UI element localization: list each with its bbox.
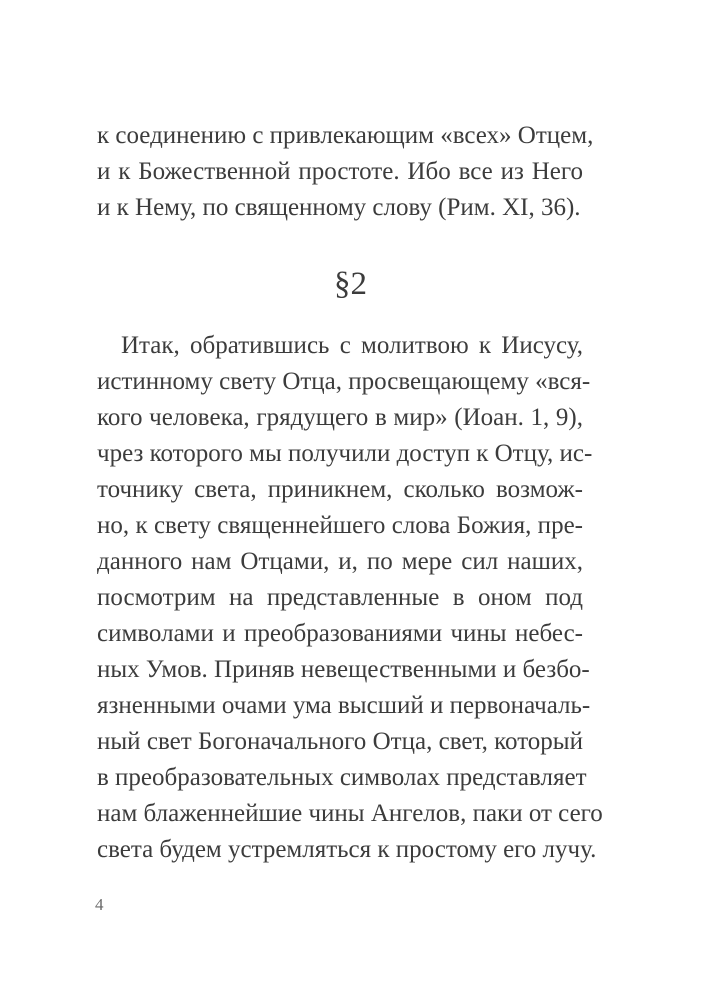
text-line: точнику света, приникнем, сколько возмож- (97, 476, 583, 503)
section-heading: §2 (334, 266, 367, 302)
text-line: посмотрим на представленные в оном под (97, 584, 583, 611)
text-line: света будем устремляться к простому его лучу. (97, 836, 597, 863)
text-line: и к Божественной простоте. Ибо все из Него (97, 158, 583, 185)
text-line: данного нам Отцами, и, по мере сил наших, (97, 548, 583, 575)
text-line: и к Нему, по священному слову (Рим. XI, 36). (97, 194, 581, 221)
text-line: символами и преобразованиями чины небес- (97, 620, 583, 647)
text-line: истинному свету Отца, просвещающему «вся- (97, 368, 591, 395)
text-line: язненными очами ума высший и первоначаль- (97, 692, 591, 719)
text-line: чрез которого мы получили доступ к Отцу, ис- (97, 440, 593, 467)
text-line: кого человека, грядущего в мир» (Иоан. 1, 9), (97, 404, 583, 431)
text-line: но, к свету священнейшего слова Божия, пре- (97, 512, 583, 539)
text-line: нам блаженнейшие чины Ангелов, паки от сего (97, 800, 603, 827)
text-line: ный свет Богоначального Отца, свет, который (97, 728, 583, 755)
text-line: ных Умов. Приняв невещественными и безбо- (97, 656, 590, 683)
page-number: 4 (95, 895, 104, 914)
text-line: к соединению с привлекающим «всех» Отцем, (97, 122, 594, 149)
text-line: Итак, обратившись с молитвою к Иисусу, (121, 332, 583, 359)
text-line: в преобразовательных символах представляет (97, 764, 587, 791)
